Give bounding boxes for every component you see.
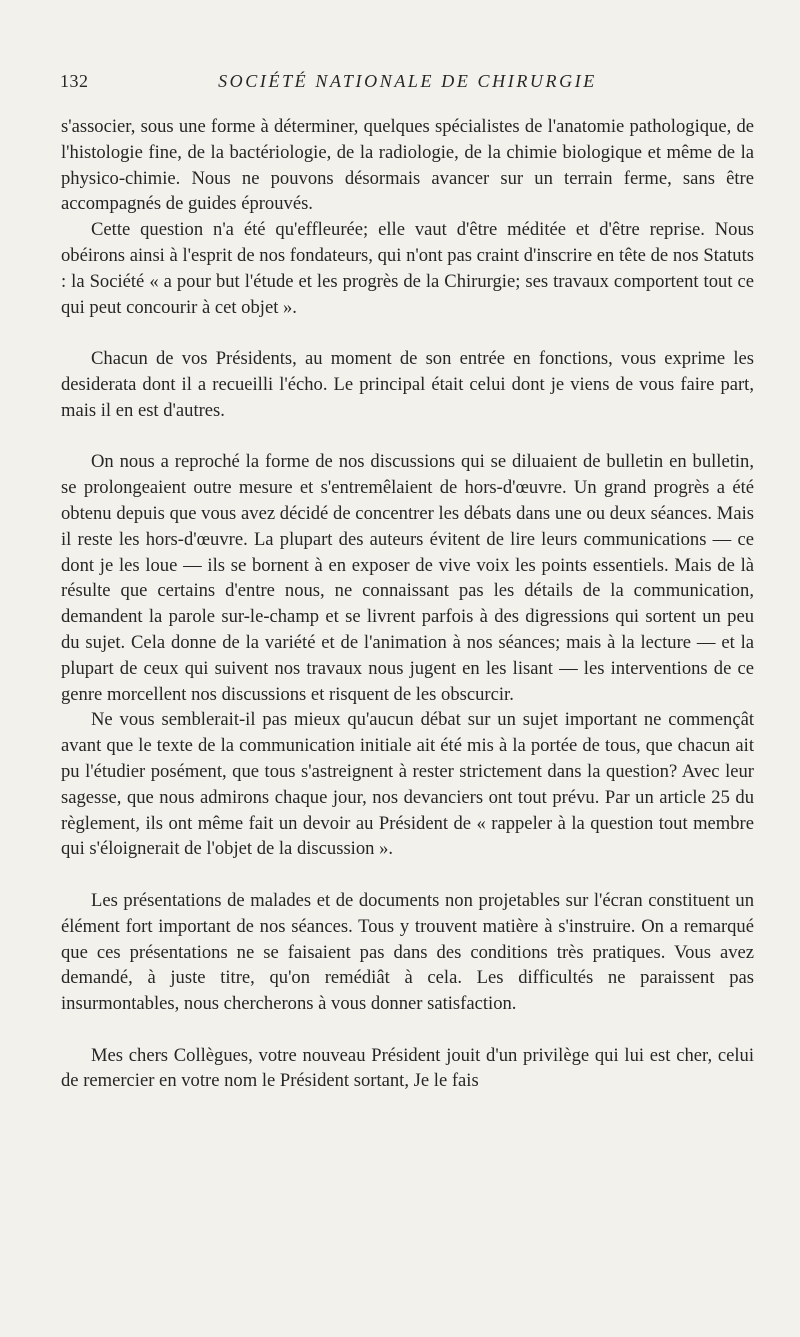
paragraph-continuation: s'associer, sous une forme à déterminer, quelques spécialistes de l'anatomie pathologique, de l'histologie fine, de la bactériologie, de la radiologie, de la chimie biologique et même de la physico-chimie. Nous ne pouvons désormais avancer sur un terrain ferme, sans être accompagnés de guides éprouvés.: [61, 116, 754, 215]
body-text: [61, 114, 754, 1094]
running-title: SOCIÉTÉ NATIONALE DE CHIRURGIE: [218, 71, 597, 91]
page-header: [60, 71, 755, 97]
page-number: 132: [60, 71, 89, 91]
paragraph-desiderata: Chacun de vos Présidents, au moment de son entrée en fonctions, vous exprime les desiderata dont il a recueilli l'écho. Le principal était celui dont je viens de vous faire part, mais il en est d'autres.: [61, 348, 754, 421]
paragraph-statuts: Cette question n'a été qu'effleurée; elle vaut d'être méditée et d'être reprise. Nous obéirons ainsi à l'esprit de nos fondateurs, qui n'ont pas craint d'inscrire en tête de nos Statuts : la Société « a pour but l'étude et les progrès de la Chirurgie; ses travaux comportent tout ce qui peut concourir à cet objet ».: [61, 219, 754, 318]
paragraph-reglement: Ne vous semblerait-il pas mieux qu'aucun débat sur un sujet important ne commençât avant que le texte de la communication initiale ait été mis à la portée de tous, que chacun ait pu l'étudier posément, que tous s'astreignent à rester strictement dans la question? Avec leur sagesse, que nous admirons chaque jour, nos devanciers ont tout prévu. Par un article 25 du règlement, ils ont même fait un devoir au Président de « rappeler à la question tout membre qui s'éloignerait de l'objet de la discussion ».: [61, 709, 754, 860]
paragraph-collegues: Mes chers Collègues, votre nouveau Président jouit d'un privilège qui lui est cher, celui de remercier en votre nom le Président sortant, Je le fais: [61, 1044, 754, 1092]
paragraph-discussions: On nous a reproché la forme de nos discussions qui se diluaient de bulletin en bulletin, se prolongeaient outre mesure et s'entremêlaient de hors-d'œuvre. Un grand progrès a été obtenu depuis que vous avez décidé de concentrer les débats dans une ou deux séances. Mais il reste les hors-d'œuvre. La plupart des auteurs évitent de lire leurs communications — ce dont je les loue — ils se bornent à en exposer de vive voix les points essentiels. Mais de là résulte que certains d'entre nous, ne connaissant pas les détails de la communication, demandent la parole sur-le-champ et se livrent parfois à des digressions qui sortent un peu du sujet. Cela donne de la variété et de l'animation à nos séances; mais à la lecture — et la plupart de ceux qui suivent nos travaux nous jugent en les lisant — les interventions de ce genre morcellent nos discussions et risquent de les obscurcir.: [61, 451, 754, 705]
paragraph-presentations: Les présentations de malades et de documents non projetables sur l'écran constituent un élément fort important de nos séances. Tous y trouvent matière à s'instruire. On a remarqué que ces présentations ne se faisaient pas dans des conditions très pratiques. Vous avez demandé, à juste titre, qu'on remédiât à cela. Les difficultés ne paraissent pas insurmontables, nous chercherons à vous donner satisfaction.: [61, 889, 754, 1015]
